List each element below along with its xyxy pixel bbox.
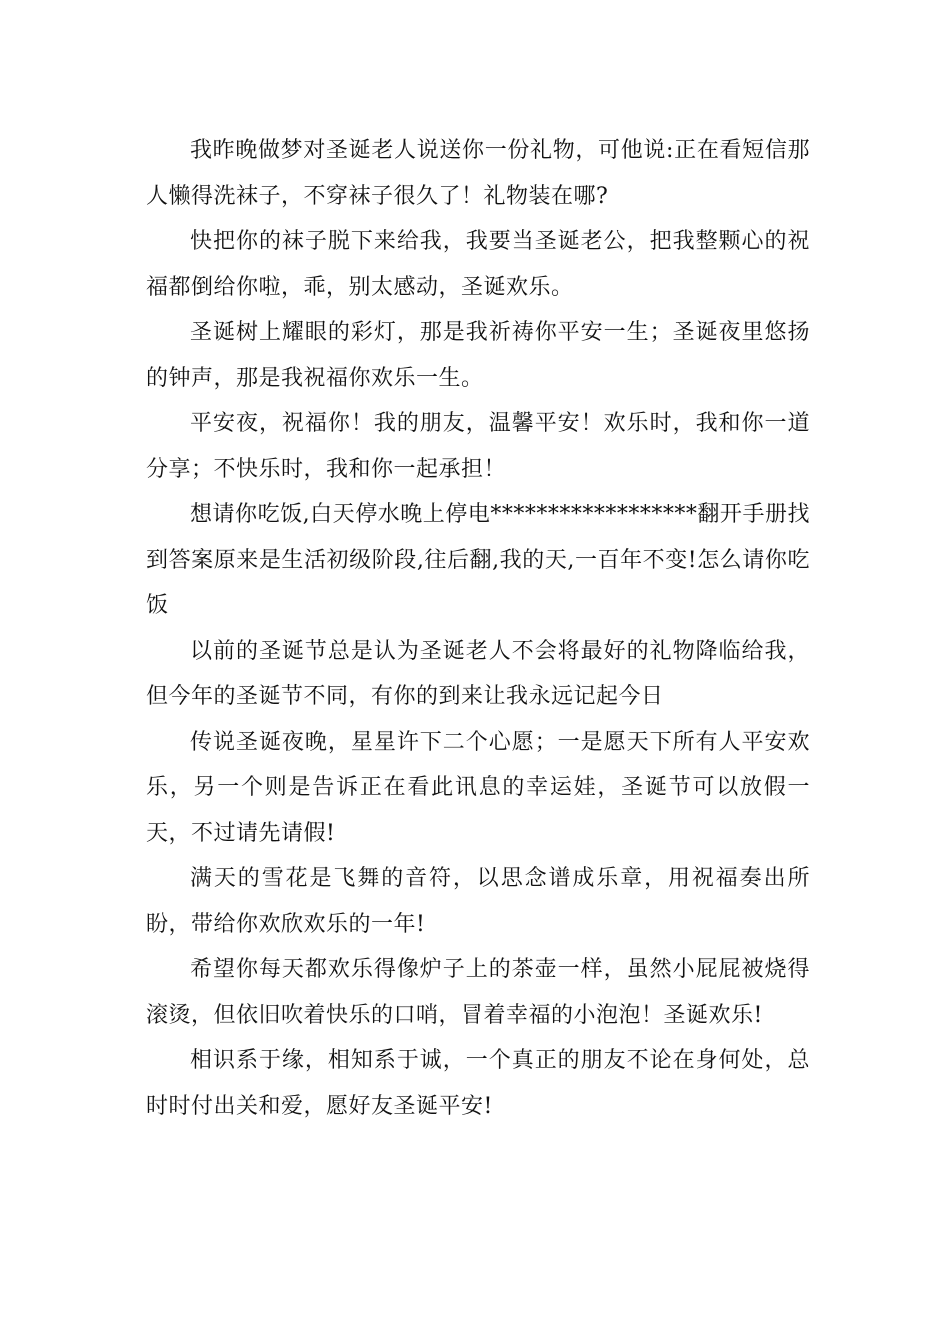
paragraph: 希望你每天都欢乐得像炉子上的茶壶一样，虽然小屁屁被烧得滚烫，但依旧吹着快乐的口哨，冒着幸福的小泡泡！圣诞欢乐! [146,957,810,1028]
paragraph: 相识系于缘，相知系于诚，一个真正的朋友不论在身何处，总时时付出关和爱，愿好友圣诞平安! [146,1048,810,1119]
paragraph: 满天的雪花是飞舞的音符，以思念谱成乐章，用祝福奏出所盼，带给你欢欣欢乐的一年! [146,866,810,937]
paragraph: 传说圣诞夜晚，星星许下二个心愿；一是愿天下所有人平安欢乐，另一个则是告诉正在看此讯息的幸运娃，圣诞节可以放假一天，不过请先请假! [146,729,810,846]
paragraph: 快把你的袜子脱下来给我，我要当圣诞老公，把我整颗心的祝福都倒给你啦，乖，别太感动，圣诞欢乐。 [146,229,810,300]
paragraph: 我昨晚做梦对圣诞老人说送你一份礼物，可他说:正在看短信那人懒得洗袜子，不穿袜子很久了！礼物装在哪? [146,138,810,209]
paragraph: 圣诞树上耀眼的彩灯，那是我祈祷你平安一生；圣诞夜里悠扬的钟声，那是我祝福你欢乐一生。 [146,320,810,391]
paragraph: 想请你吃饭,白天停水晚上停电******************翻开手册找到答案原来是生活初级阶段,往后翻,我的天,一百年不变!怎么请你吃饭 [146,502,810,618]
document-body [146,128,810,1129]
paragraph: 平安夜，祝福你！我的朋友，温馨平安！欢乐时，我和你一道分享；不快乐时，我和你一起承担！ [146,411,810,482]
paragraph: 以前的圣诞节总是认为圣诞老人不会将最好的礼物降临给我，但今年的圣诞节不同，有你的到来让我永远记起今日 [146,638,810,709]
